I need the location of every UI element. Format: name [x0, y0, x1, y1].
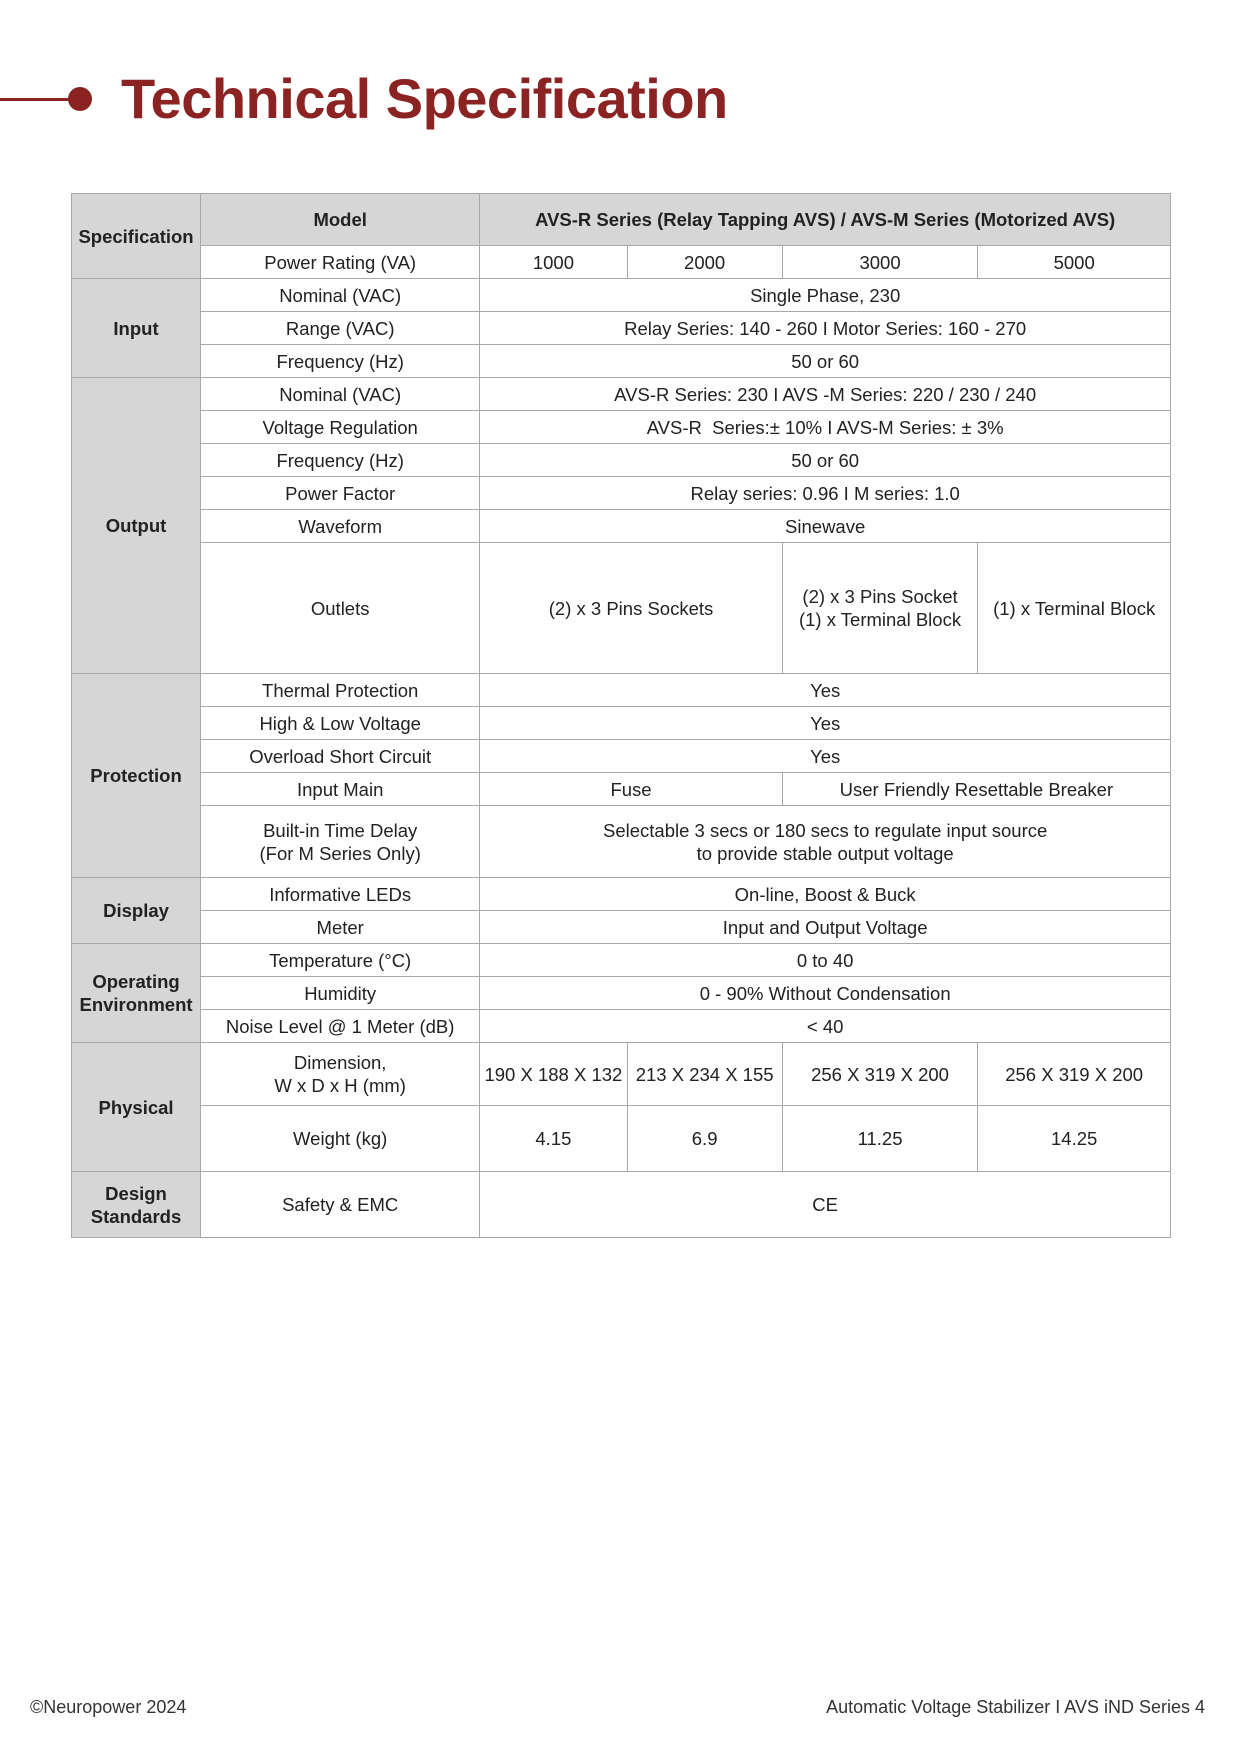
model-header-cell: Model — [201, 194, 480, 246]
row-value: Sinewave — [480, 510, 1171, 543]
row-label: Waveform — [201, 510, 480, 543]
footer-copyright: ©Neuropower 2024 — [30, 1697, 187, 1717]
power-rating-value: 2000 — [627, 246, 782, 279]
row-label: Frequency (Hz) — [201, 345, 480, 378]
table-row — [72, 944, 1171, 977]
table-row — [72, 312, 1171, 345]
row-label: Weight (kg) — [201, 1106, 480, 1172]
row-value: Single Phase, 230 — [480, 279, 1171, 312]
table-row — [72, 1043, 1171, 1106]
power-rating-value: 1000 — [480, 246, 627, 279]
row-label: Safety & EMC — [201, 1172, 480, 1238]
row-label: Range (VAC) — [201, 312, 480, 345]
row-value: 50 or 60 — [480, 345, 1171, 378]
table-row — [72, 543, 1171, 674]
weight-value: 4.15 — [480, 1106, 627, 1172]
table-row — [72, 510, 1171, 543]
row-value: 0 to 40 — [480, 944, 1171, 977]
input-category: Input — [72, 279, 201, 378]
row-value: On-line, Boost & Buck — [480, 878, 1171, 911]
spec-header-cell: Specification — [72, 194, 201, 279]
row-value: User Friendly Resettable Breaker — [782, 773, 1170, 806]
weight-value: 6.9 — [627, 1106, 782, 1172]
table-row — [72, 345, 1171, 378]
row-label: Noise Level @ 1 Meter (dB) — [201, 1010, 480, 1043]
protection-category: Protection — [72, 674, 201, 878]
spec-table — [71, 193, 1171, 1238]
row-label: Meter — [201, 911, 480, 944]
row-label: High & Low Voltage — [201, 707, 480, 740]
row-label: Voltage Regulation — [201, 411, 480, 444]
table-row — [72, 194, 1171, 246]
power-rating-label: Power Rating (VA) — [201, 246, 480, 279]
table-row — [72, 878, 1171, 911]
weight-value: 11.25 — [782, 1106, 978, 1172]
display-category: Display — [72, 878, 201, 944]
row-label: Nominal (VAC) — [201, 279, 480, 312]
dimension-value: 213 X 234 X 155 — [627, 1043, 782, 1106]
table-row — [72, 806, 1171, 878]
dimension-value: 190 X 188 X 132 — [480, 1043, 627, 1106]
title-accent-dot — [68, 87, 92, 111]
outlets-value: (1) x Terminal Block — [978, 543, 1171, 674]
title-accent-line — [0, 98, 78, 101]
table-row — [72, 773, 1171, 806]
table-row — [72, 674, 1171, 707]
dimension-value: 256 X 319 X 200 — [978, 1043, 1171, 1106]
row-label: Power Factor — [201, 477, 480, 510]
environment-category: Operating Environment — [72, 944, 201, 1043]
footer-page-info: Automatic Voltage Stabilizer I AVS iND Series 4 — [826, 1697, 1205, 1717]
table-row — [72, 246, 1171, 279]
row-value: Yes — [480, 707, 1171, 740]
physical-category: Physical — [72, 1043, 201, 1172]
output-category: Output — [72, 378, 201, 674]
outlets-value: (2) x 3 Pins Socket (1) x Terminal Block — [782, 543, 978, 674]
row-value: Relay Series: 140 - 260 I Motor Series: 160 - 270 — [480, 312, 1171, 345]
row-label: Outlets — [201, 543, 480, 674]
table-row — [72, 378, 1171, 411]
row-label: Informative LEDs — [201, 878, 480, 911]
row-label: Dimension, W x D x H (mm) — [201, 1043, 480, 1106]
row-value: CE — [480, 1172, 1171, 1238]
power-rating-value: 3000 — [782, 246, 978, 279]
row-value: < 40 — [480, 1010, 1171, 1043]
row-value: Yes — [480, 740, 1171, 773]
table-row — [72, 1172, 1171, 1238]
table-row — [72, 1010, 1171, 1043]
row-label: Humidity — [201, 977, 480, 1010]
row-value: Selectable 3 secs or 180 secs to regulate input source to provide stable output voltage — [480, 806, 1171, 878]
table-row — [72, 411, 1171, 444]
table-row — [72, 977, 1171, 1010]
power-rating-value: 5000 — [978, 246, 1171, 279]
row-label: Temperature (°C) — [201, 944, 480, 977]
series-header-cell: AVS-R Series (Relay Tapping AVS) / AVS-M Series (Motorized AVS) — [480, 194, 1171, 246]
row-label: Nominal (VAC) — [201, 378, 480, 411]
table-row — [72, 279, 1171, 312]
row-value: AVS-R Series:± 10% I AVS-M Series: ± 3% — [480, 411, 1171, 444]
row-label: Built-in Time Delay (For M Series Only) — [201, 806, 480, 878]
row-label: Thermal Protection — [201, 674, 480, 707]
table-row — [72, 740, 1171, 773]
row-value: Input and Output Voltage — [480, 911, 1171, 944]
row-label: Overload Short Circuit — [201, 740, 480, 773]
outlets-value: (2) x 3 Pins Sockets — [480, 543, 782, 674]
table-row — [72, 1106, 1171, 1172]
table-row — [72, 707, 1171, 740]
row-value: 50 or 60 — [480, 444, 1171, 477]
page-title: Technical Specification — [121, 67, 728, 130]
row-label: Frequency (Hz) — [201, 444, 480, 477]
weight-value: 14.25 — [978, 1106, 1171, 1172]
row-value: Fuse — [480, 773, 782, 806]
table-row — [72, 444, 1171, 477]
table-row — [72, 911, 1171, 944]
row-value: 0 - 90% Without Condensation — [480, 977, 1171, 1010]
row-value: AVS-R Series: 230 I AVS -M Series: 220 / 230 / 240 — [480, 378, 1171, 411]
row-value: Yes — [480, 674, 1171, 707]
row-label: Input Main — [201, 773, 480, 806]
table-row — [72, 477, 1171, 510]
row-value: Relay series: 0.96 I M series: 1.0 — [480, 477, 1171, 510]
design-category: Design Standards — [72, 1172, 201, 1238]
dimension-value: 256 X 319 X 200 — [782, 1043, 978, 1106]
